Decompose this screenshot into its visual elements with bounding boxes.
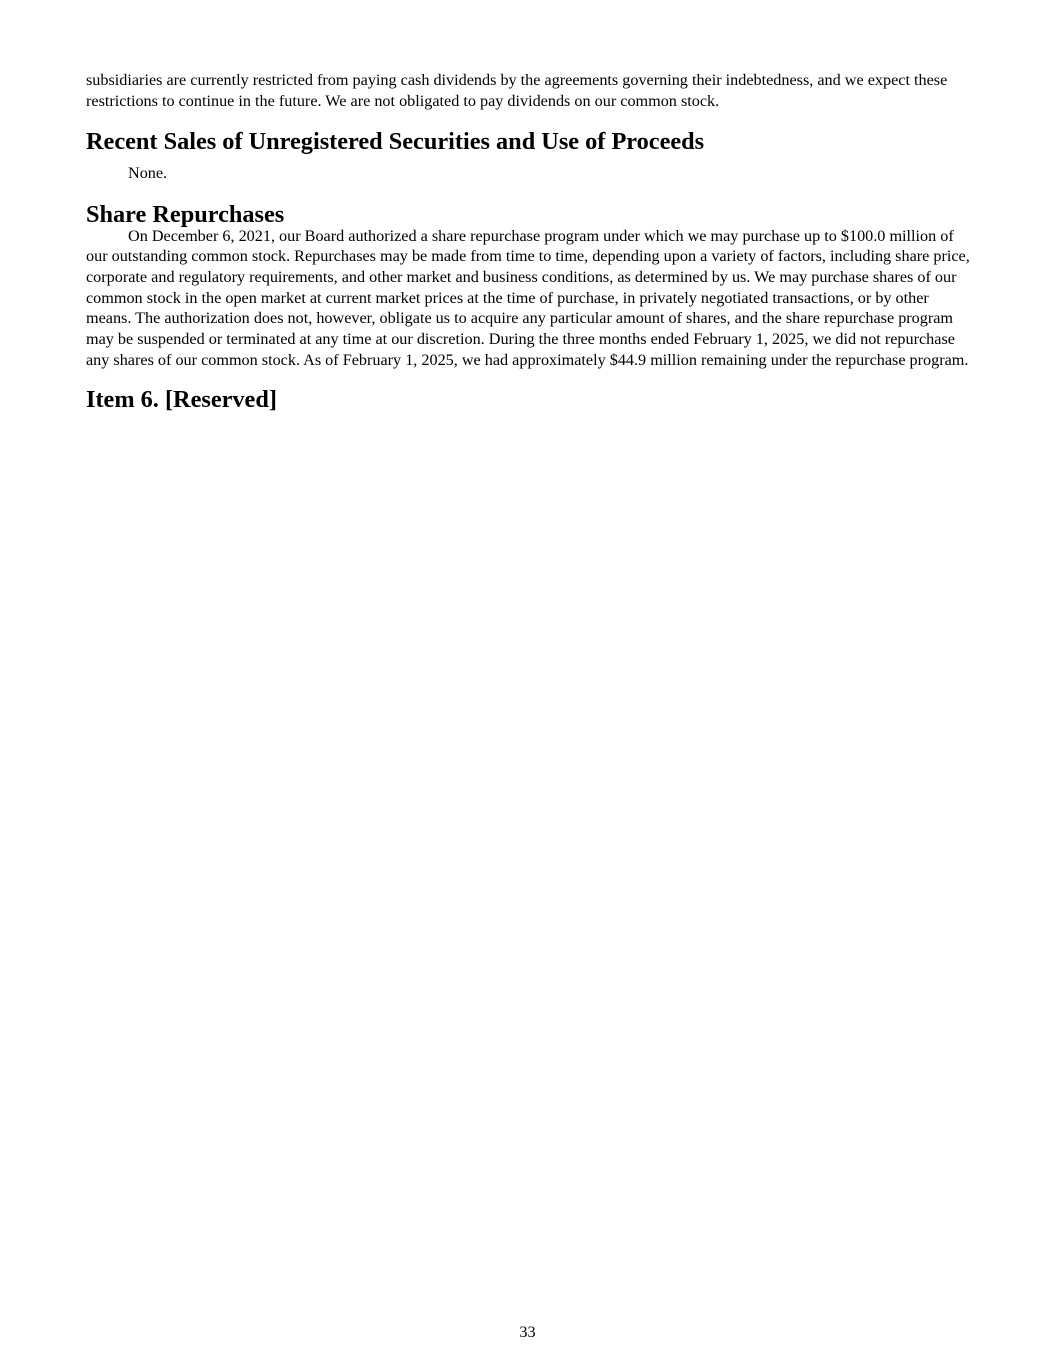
unregistered-sales-body: None.: [128, 164, 168, 183]
page-number: 33: [519, 1323, 536, 1341]
section-heading-unregistered-sales: Recent Sales of Unregistered Securities and Use of Proceeds: [86, 128, 705, 156]
document-page: [86, 70, 976, 414]
continued-paragraph: subsidiaries are currently restricted from paying cash dividends by the agreements governing their indebtedness, and we expect these restrictions to continue in the future. We are not obligated to pay dividends on our common stock.: [86, 71, 948, 110]
share-repurchases-body: On December 6, 2021, our Board authorized a share repurchase program under which we may purchase up to $100.0 million of our outstanding common stock. Repurchases may be made from time to time, depending upon a variety of factors, including share price, corporate and regulatory requirements, and other market and business conditions, as determined by us. We may purchase shares of our common stock in the open market at current market prices at the time of purchase, in privately negotiated transactions, or by other means. The authorization does not, however, obligate us to acquire any particular amount of shares, and the share repurchase program may be suspended or terminated at any time at our discretion. During the three months ended February 1, 2025, we did not repurchase any shares of our common stock. As of February 1, 2025, we had approximately $44.9 million remaining under the repurchase program.: [86, 226, 970, 369]
section-heading-item-6: Item 6. [Reserved]: [86, 386, 277, 414]
section-heading-share-repurchases: Share Repurchases: [86, 200, 285, 228]
